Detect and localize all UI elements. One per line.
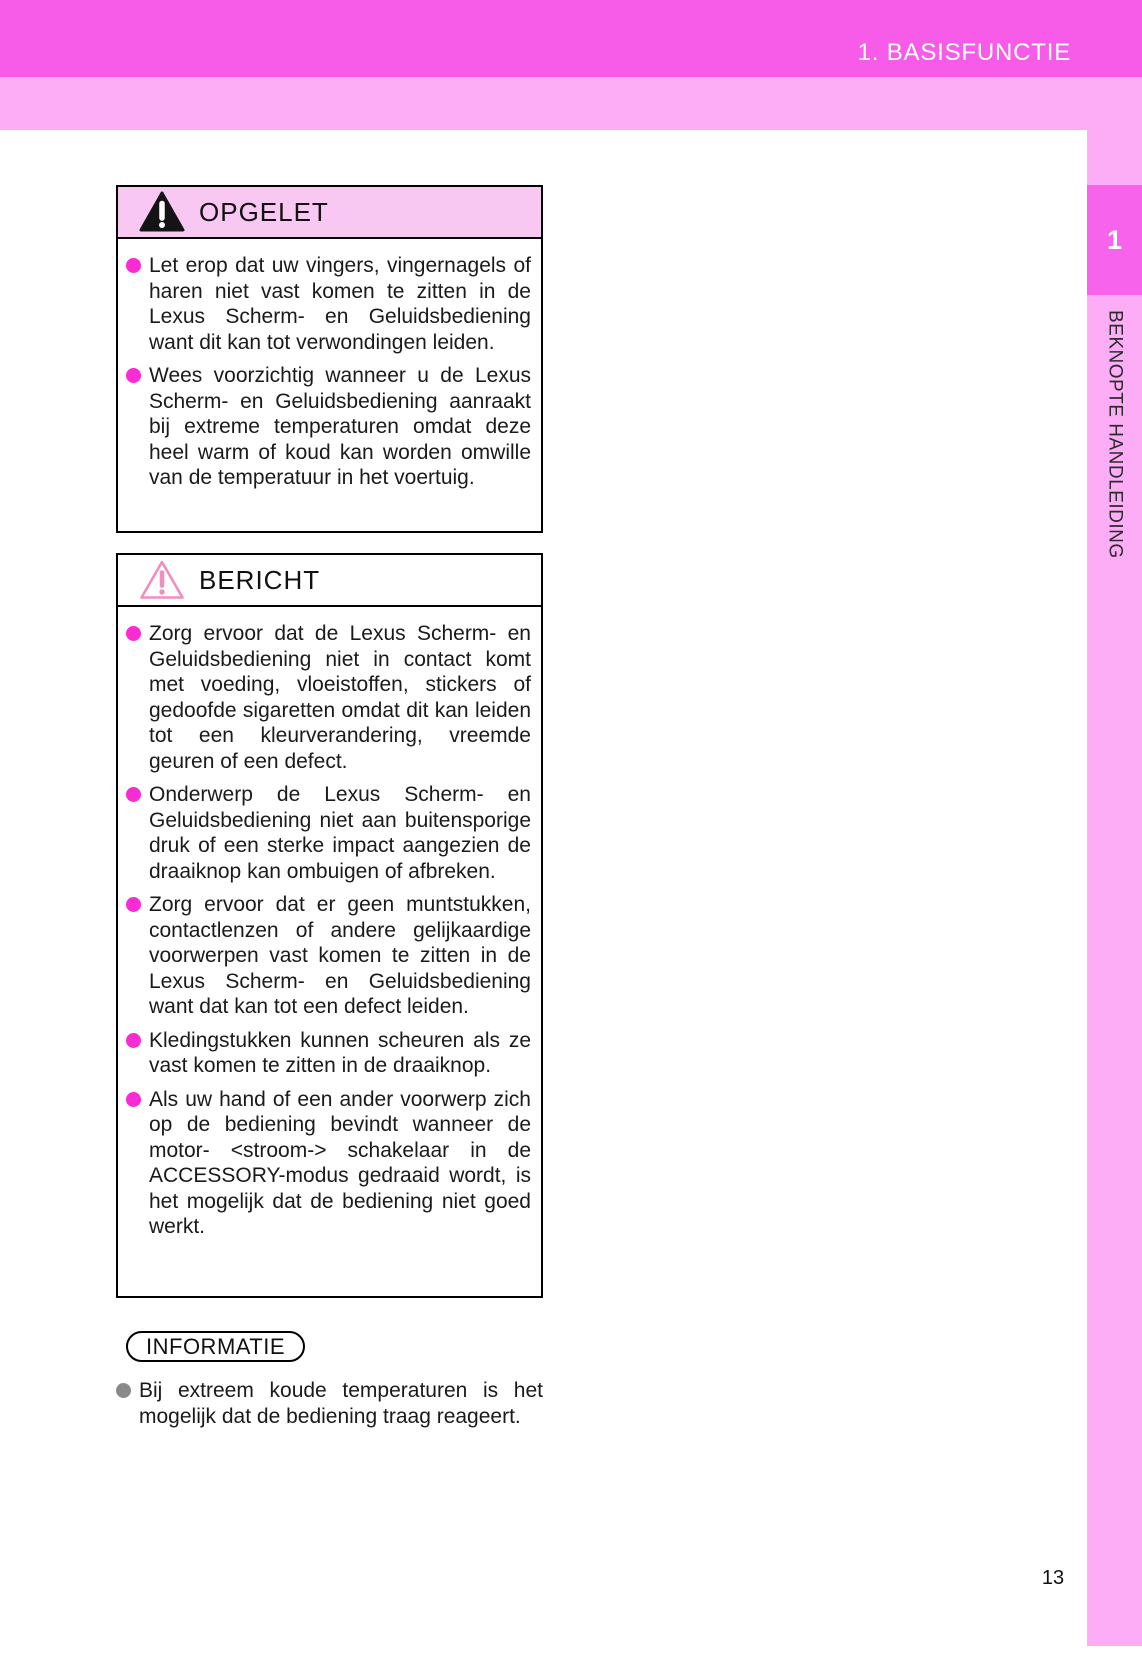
notice-box-header <box>118 555 541 607</box>
list-item <box>126 1087 531 1240</box>
caution-box-header <box>118 187 541 239</box>
list-item-text: Onderwerp de Lexus Scherm- en Geluidsbediening niet aan buitensporige druk of een sterke impact aangezien de draaiknop kan ombuigen of afbreken. <box>149 783 531 883</box>
list-item <box>116 1378 543 1429</box>
bullet-icon <box>126 258 141 273</box>
list-item-text: Bij extreem koude temperaturen is het mogelijk dat de bediening traag reageert. <box>139 1379 543 1428</box>
bullet-icon <box>116 1383 131 1398</box>
list-item <box>126 892 531 1020</box>
bullet-icon <box>126 368 141 383</box>
chapter-title: 1. BASISFUNCTIE <box>857 39 1071 66</box>
warning-triangle-filled-icon <box>139 191 185 233</box>
bullet-icon <box>126 787 141 802</box>
bullet-icon <box>126 1092 141 1107</box>
notice-box-title: BERICHT <box>199 564 321 595</box>
notice-box <box>116 553 543 1298</box>
bullet-icon <box>126 626 141 641</box>
chapter-header-bar <box>0 0 1142 77</box>
warning-triangle-outline-icon <box>139 559 185 601</box>
section-number-tab <box>1087 185 1142 295</box>
information-pill-label: INFORMATIE <box>146 1333 286 1359</box>
list-item-text: Wees voorzichtig wanneer u de Lexus Scherm- en Geluidsbediening aanraakt bij extreme temperaturen omdat deze heel warm of koud kan worden omwille van de temperatuur in het voertuig. <box>149 364 531 489</box>
caution-box-title: OPGELET <box>199 196 329 227</box>
information-pill <box>126 1331 305 1362</box>
bullet-icon <box>126 897 141 912</box>
list-item-text: Kledingstukken kunnen scheuren als ze vast komen te zitten in de draaiknop. <box>149 1028 531 1077</box>
caution-box-body <box>118 239 541 491</box>
chapter-subheader-bar <box>0 77 1142 130</box>
list-item <box>126 253 531 355</box>
section-name-vertical <box>1087 310 1142 610</box>
list-item-text: Let erop dat uw vingers, vingernagels of haren niet vast komen te zitten in de Lexus Scherm- en Geluidsbediening want dit kan tot verwondingen leiden. <box>149 254 531 354</box>
list-item <box>126 363 531 491</box>
bullet-icon <box>126 1033 141 1048</box>
list-item-text: Zorg ervoor dat de Lexus Scherm- en Geluidsbediening niet in contact komt met voeding, vloeistoffen, stickers of gedoofde sigaretten omdat dit kan leiden tot een kleurverandering, vreemde geuren of een defect. <box>149 622 531 773</box>
information-body <box>116 1378 543 1437</box>
list-item-text: Als uw hand of een ander voorwerp zich op de bediening bevindt wanneer de motor- <stroom-> schakelaar in de ACCESSORY-modus gedraaid wordt, is het mogelijk dat de bediening niet goed werkt. <box>149 1087 531 1238</box>
list-item <box>126 1028 531 1079</box>
section-name-label: BEKNOPTE HANDLEIDING <box>1104 310 1126 559</box>
list-item <box>126 621 531 774</box>
notice-box-body <box>118 607 541 1240</box>
page-number: 13 <box>1041 1567 1065 1589</box>
list-item-text: Zorg ervoor dat er geen muntstukken, contactlenzen of andere gelijkaardige voorwerpen vast komen te zitten in de Lexus Scherm- en Geluidsbediening want dat kan tot een defect leiden. <box>149 893 531 1018</box>
caution-box <box>116 185 543 533</box>
section-number: 1 <box>1106 224 1123 255</box>
list-item <box>126 782 531 884</box>
